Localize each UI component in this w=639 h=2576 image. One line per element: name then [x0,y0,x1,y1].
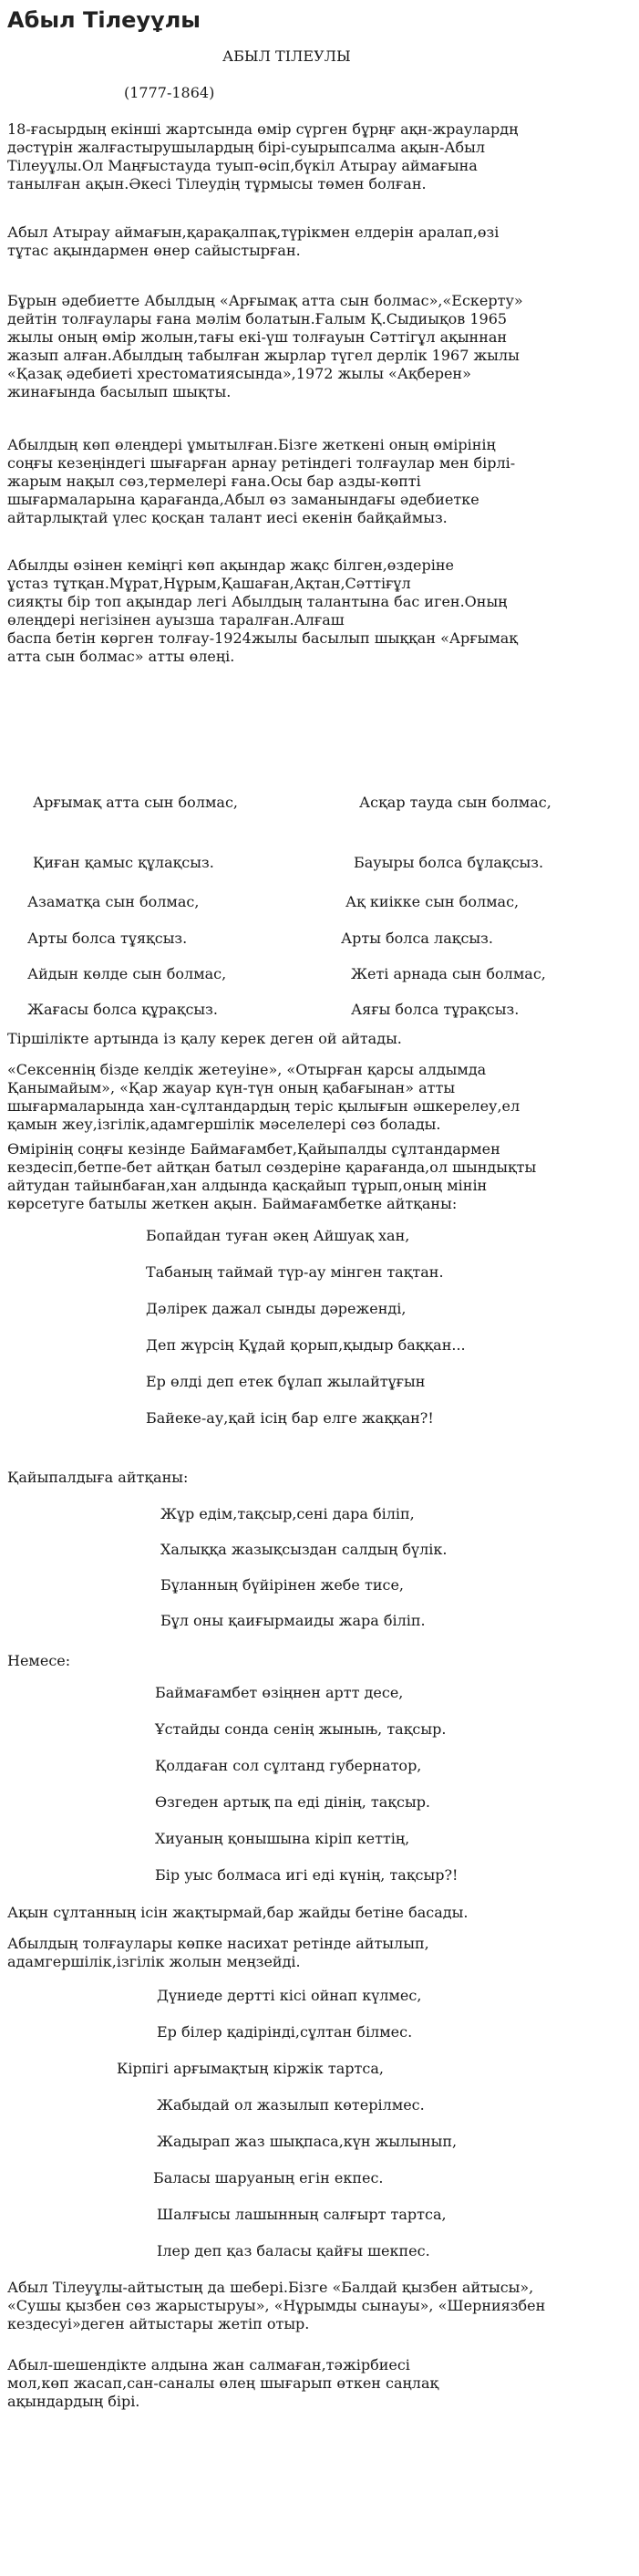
paragraph-line: Бұрын әдебиетте Абылдың «Арғымақ атта сын болмас»,«Ескерту» [7,292,523,309]
poem-line: Ер өлді деп етек бұлап жылайтұғын [146,1373,426,1390]
poem-line: Бұланның бүйірінен жебе тисе, [160,1576,405,1594]
paragraph-line: Абыл Тілеуұлы-айтыстың да шебері.Бізге «Балдай қызбен айтысы», [7,2279,534,2296]
article-title: Абыл Тілеуұлы [7,7,201,33]
poem-line: Қолдаған сол сұлтанд губернатор, [155,1757,422,1774]
poem-line: Ілер деп қаз баласы қайғы шекпес. [157,2242,430,2259]
poem-line: Асқар тауда сын болмас, [359,794,551,811]
poem-line: Ер білер қадірінді,сұлтан білмес. [157,2023,413,2041]
poem-line: Бопайдан туған әкең Айшуақ хан, [146,1227,410,1244]
paragraph-line: ақындардың бірі. [7,2393,140,2410]
poem-line: Аяғы болса тұрақсыз. [351,1001,520,1018]
paragraph-line: Тіршілікте артында із қалу керек деген ой айтады. [7,1030,402,1047]
paragraph-line: шығармаларында хан-сұлтандардың теріс қылығын әшкерелеу,ел [7,1097,520,1115]
paragraph-line: Абылдың толғаулары көпке насихат ретінде айтылып, [7,1935,429,1952]
paragraph-line: айтудан тайынбаған,хан алдында қасқайып тұрып,оның мінін [7,1177,488,1194]
paragraph-line: танылған ақын.Әкесі Тілеудің тұрмысы төмен болған. [7,175,427,192]
paragraph-line: жинағында басылып шықты. [7,383,232,400]
poem-line: Ұстайды сонда сенің жыныњ, тақсыр. [155,1720,447,1738]
poem-line: Ақ киікке сын болмас, [345,893,520,910]
poem-line: Баласы шаруаның егін екпес. [153,2169,384,2186]
paragraph-line: өлеңдері негізінен ауызша таралған.Алғаш [7,611,345,628]
poem-line: Бір уыс болмаса игі еді күнің, тақсыр?! [155,1866,459,1884]
paragraph-line: дәстүрін жалғастырушылардың бірі-суырыпсалма ақын-Абыл [7,139,485,156]
poem-line: Хиуаның қонышына кіріп кеттің, [155,1830,410,1847]
paragraph-line: шығармаларына қарағанда,Абыл өз заманындағы әдебиетке [7,491,479,508]
poem-line: Жеті арнада сын болмас, [351,965,546,982]
paragraph-line: Өмірінің соңғы кезінде Баймағамбет,Қайыпалды сұлтандармен [7,1140,500,1158]
paragraph-line: жылы оның өмір жолын,тағы екі-үш толғауын Сәттігұл ақыннан [7,328,508,346]
paragraph-line: Абылды өзінен кеміңгі көп ақындар жақс білген,өздеріне [7,556,454,574]
paragraph-line: жазып алған.Абылдың табылған жырлар түгел дерлік 1967 жылы [7,347,520,364]
paragraph-line: «Қазақ әдебиеті хрестоматиясында»,1972 жылы «Ақберен» [7,365,471,382]
poem-line: Бауыры болса бұлақсыз. [354,854,544,871]
poem-line: Жадырап жаз шықпаса,күн жылынып, [157,2133,458,2150]
poem-line: Табаның таймай түр-ау мінген тақтан. [146,1263,444,1281]
paragraph-line: баспа бетін көрген толғау-1924жылы басылып шыққан «Арғымақ [7,629,518,647]
poem-line: Арғымақ атта сын болмас, [33,794,239,811]
paragraph-line: дейтін толғаулары ғана мәлім болатын.Ғалым Қ.Сыдиықов 1965 [7,310,508,327]
paragraph-line: Абыл Атырау аймағын,қарақалпақ,түрікмен елдерін аралап,өзі [7,223,500,241]
poem-line: Бұл оны қаиғырмаиды жара біліп. [160,1612,426,1629]
paragraph-line: айтарлықтай үлес қосқан талант иесі екенін байқаймыз. [7,509,448,526]
paragraph-line: ұстаз тұтқан.Мұрат,Нұрым,Қашаған,Ақтан,Сәттіғұл [7,575,411,592]
poem-line: Жұр едім,тақсыр,сені дара біліп, [160,1505,415,1522]
poem-line: Айдын көлде сын болмас, [27,965,227,982]
article-heading: АБЫЛ ТІЛЕУЛЫ [222,47,351,65]
poem-line: Байеке-ау,қай ісің бар елге жаққан?! [146,1409,434,1427]
poem-line: Кірпігі арғымақтың кіржік тартса, [117,2060,384,2077]
poem-line: Өзгеден артық па еді дінің, тақсыр. [155,1793,431,1811]
poem-line: Шалғысы лашынның салғырт тартса, [157,2206,447,2223]
paragraph-line: атта сын болмас» атты өлеңі. [7,648,235,665]
poem-line: Арты болса лақсыз. [341,930,493,947]
poem-line: Дүниеде дертті кісі ойнап күлмес, [157,1987,422,2004]
paragraph-line: соңғы кезеңіндегі шығарған арнау ретіндегі толғаулар мен бірлі- [7,454,516,472]
poem-line: Жағасы болса құрақсыз. [27,1001,218,1018]
section-label: Немесе: [7,1652,71,1669]
paragraph-line: Тілеуұлы.Ол Маңғыстауда туып-өсіп,бүкіл Атырау аймағына [7,157,478,174]
paragraph-line: «Сексеннің бізде келдік жетеуіне», «Отырған қарсы алдымда [7,1061,487,1078]
paragraph-line: көрсетуге батылы жеткен ақын. Баймағамбетке айтқаны: [7,1195,458,1212]
section-label: Қайыпалдыға айтқаны: [7,1469,189,1486]
paragraph-line: «Сушы қызбен сөз жарыстыруы», «Нұрымды сынауы», «Шерниязбен [7,2297,546,2314]
poem-line: Арты болса тұяқсыз. [27,930,188,947]
poem-line: Жабыдай ол жазылып көтерілмес. [157,2096,425,2114]
paragraph-line: адамгершілік,ізгілік жолын меңзейді. [7,1953,301,1970]
paragraph-line: жарым нақыл сөз,термелері ғана.Осы бар азды-көпті [7,473,421,490]
paragraph-line: Абыл-шешендікте алдына жан салмаған,тәжірбиесі [7,2356,410,2373]
life-dates: (1777-1864) [124,84,215,101]
paragraph-line: Ақын сұлтанның ісін жақтырмай,бар жайды бетіне басады. [7,1904,469,1921]
paragraph-line: Қанымайым», «Қар жауар күн-түн оның қабағынан» атты [7,1079,456,1096]
poem-line: Азаматқа сын болмас, [27,893,200,910]
poem-line: Баймағамбет өзіңнен артт десе, [155,1684,404,1701]
poem-line: Халыққа жазықсыздан салдың бүлік. [160,1541,448,1558]
paragraph-line: кездесіп,бетпе-бет айтқан батыл сөздеріне қарағанда,ол шындықты [7,1158,537,1176]
poem-line: Дәлірек дажал сынды дәреженді, [146,1300,407,1317]
paragraph-line: мол,көп жасап,сан-саналы өлең шығарып өткен саңлақ [7,2374,439,2392]
paragraph-line: Абылдың көп өлеңдері ұмытылған.Бізге жеткені оның өмірінің [7,436,496,453]
paragraph-line: кездесуі»деген айтыстары жетіп отыр. [7,2315,310,2332]
poem-line: Деп жүрсің Құдай қорып,қыдыр баққан... [146,1336,466,1354]
paragraph-line: қамын жеу,ізгілік,адамгершілік мәселелері сөз болады. [7,1116,441,1133]
paragraph-line: сияқты бір топ ақындар легі Абылдың талантына бас иген.Оның [7,593,508,610]
paragraph-line: тұтас ақындармен өнер сайыстырған. [7,242,301,259]
poem-line: Қиған қамыс құлақсыз. [33,854,214,871]
paragraph-line: 18-ғасырдың екінші жартсында өмір сүрген бұрңғ ақн-жраулардң [7,120,519,138]
